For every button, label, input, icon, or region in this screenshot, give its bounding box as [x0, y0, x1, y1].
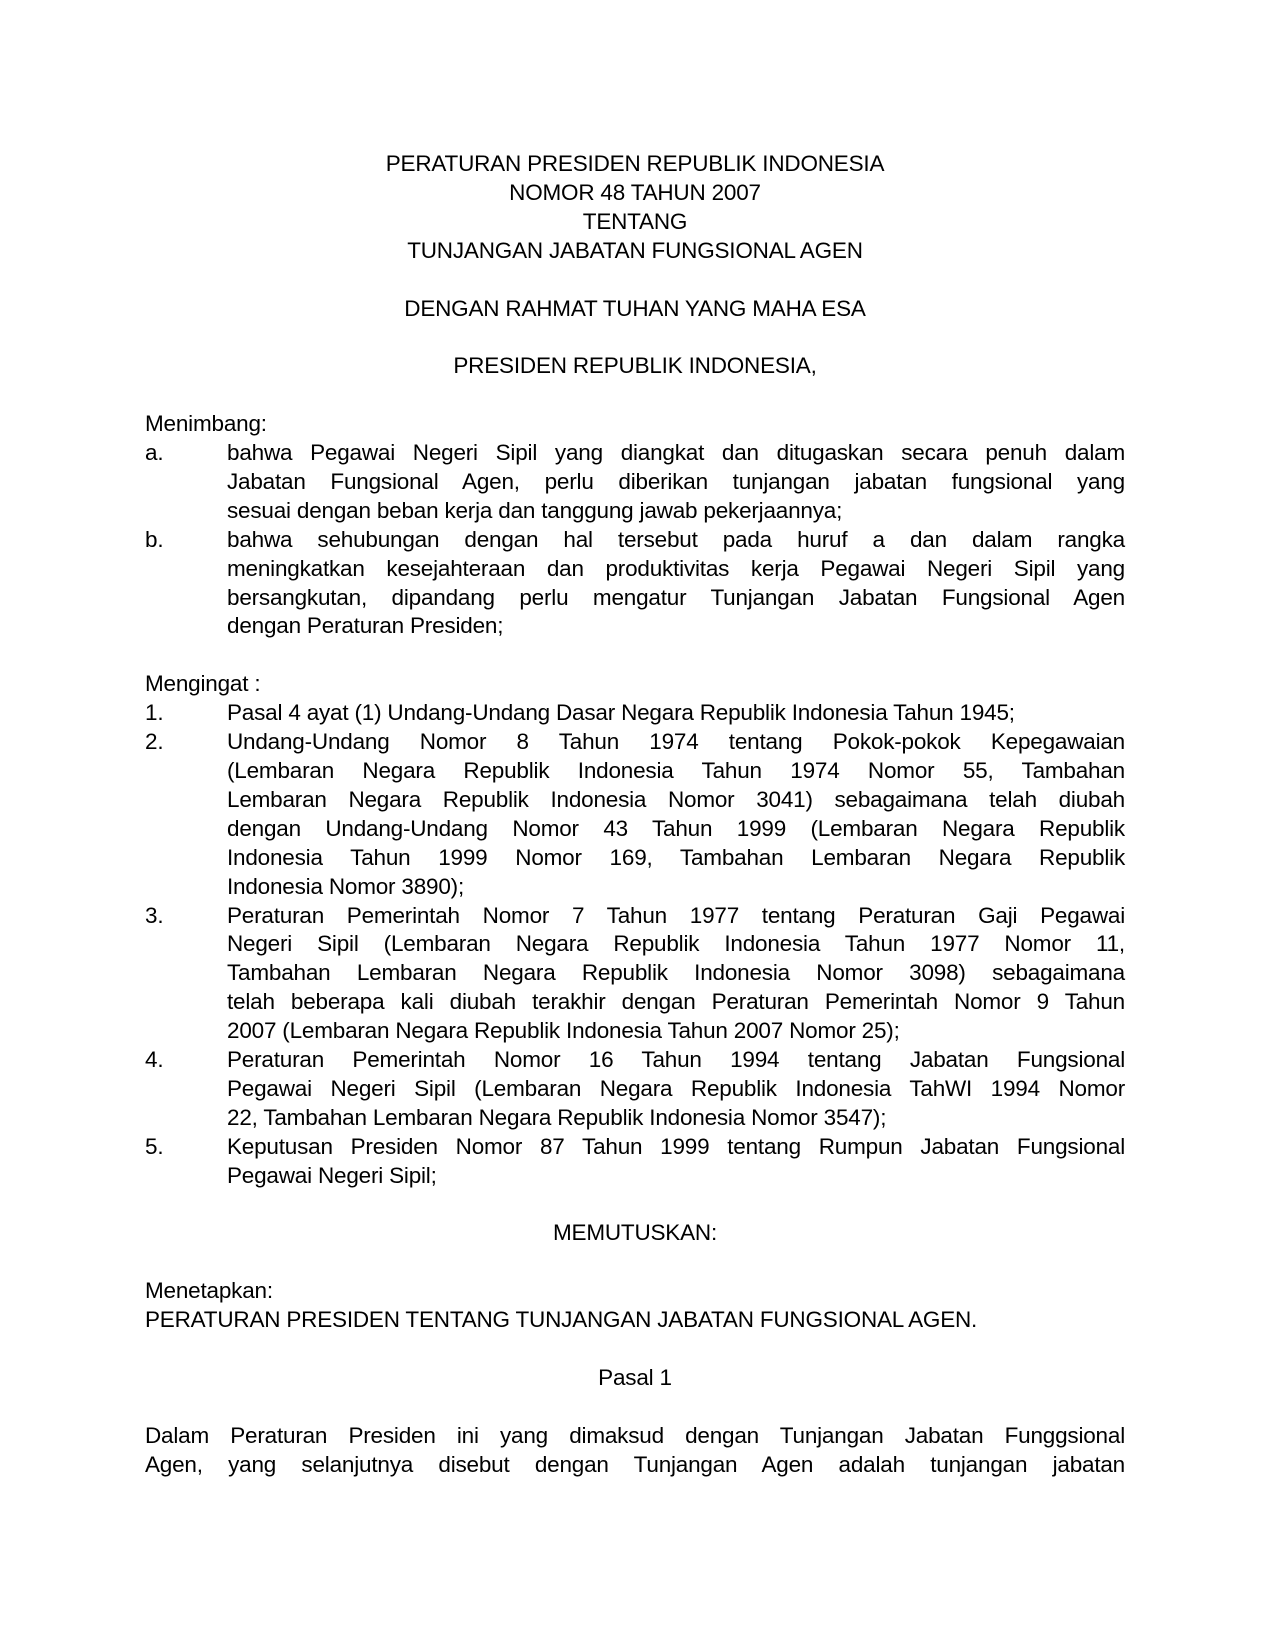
doc-subject-line: TUNJANGAN JABATAN FUNGSIONAL AGEN: [407, 237, 863, 263]
list-item-line: 2007 (Lembaran Negara Republik Indonesia Tahun 2007 Nomor 25);: [227, 1018, 900, 1044]
list-item-line: meningkatkan kesejahteraan dan produktivitas kerja Pegawai Negeri Sipil yang: [227, 555, 1125, 581]
article-line: Agen, yang selanjutnya disebut dengan Tunjangan Agen adalah tunjangan jabatan: [145, 1451, 1125, 1477]
spacer: [145, 1248, 1125, 1277]
authority-line: PRESIDEN REPUBLIK INDONESIA,: [453, 353, 817, 379]
list-item-line: sesuai dengan beban kerja dan tanggung jawab pekerjaannya;: [227, 497, 843, 523]
considering-label: Menimbang:: [145, 411, 267, 437]
doc-number-line: NOMOR 48 TAHUN 2007: [509, 179, 761, 205]
spacer: [145, 323, 1125, 352]
list-item-line: Keputusan Presiden Nomor 87 Tahun 1999 tentang Rumpun Jabatan Fungsional: [227, 1133, 1125, 1159]
list-item-marker: 2.: [145, 729, 164, 755]
enacting-text: PERATURAN PRESIDEN TENTANG TUNJANGAN JABATAN FUNGSIONAL AGEN.: [145, 1307, 978, 1333]
list-item-marker: b.: [145, 526, 164, 552]
list-item-line: Indonesia Tahun 1999 Nomor 169, Tambahan Lembaran Negara Republik: [227, 844, 1125, 870]
spacer: [145, 1191, 1125, 1220]
list-item-line: dengan Peraturan Presiden;: [227, 613, 504, 639]
list-item-line: Pegawai Negeri Sipil;: [227, 1162, 437, 1188]
list-item-marker: 1.: [145, 700, 164, 726]
list-item-line: Negeri Sipil (Lembaran Negara Republik Indonesia Tahun 1977 Nomor 11,: [227, 931, 1125, 957]
list-item: [145, 439, 1125, 526]
list-item-line: bersangkutan, dipandang perlu mengatur Tunjangan Jabatan Fungsional Agen: [227, 584, 1125, 610]
list-item-line: Tambahan Lembaran Negara Republik Indonesia Nomor 3098) sebagaimana: [227, 960, 1125, 986]
spacer: [145, 641, 1125, 670]
article-line: Dalam Peraturan Presiden ini yang dimaksud dengan Tunjangan Jabatan Funggsional: [145, 1422, 1125, 1448]
list-item-marker: 4.: [145, 1047, 164, 1073]
list-item-line: (Lembaran Negara Republik Indonesia Tahun 1974 Nomor 55, Tambahan: [227, 757, 1125, 783]
list-item-line: Peraturan Pemerintah Nomor 7 Tahun 1977 tentang Peraturan Gaji Pegawai: [227, 902, 1125, 928]
list-item-line: Peraturan Pemerintah Nomor 16 Tahun 1994 tentang Jabatan Fungsional: [227, 1047, 1125, 1073]
spacer: [145, 266, 1125, 295]
recalling-list: [145, 699, 1125, 1190]
considering-list: [145, 439, 1125, 641]
list-item-line: dengan Undang-Undang Nomor 43 Tahun 1999 (Lembaran Negara Republik: [227, 815, 1125, 841]
invocation-line: DENGAN RAHMAT TUHAN YANG MAHA ESA: [404, 295, 866, 321]
list-item: [145, 728, 1125, 901]
list-item-line: Indonesia Nomor 3890);: [227, 873, 464, 899]
list-item-line: Undang-Undang Nomor 8 Tahun 1974 tentang Pokok-pokok Kepegawaian: [227, 729, 1125, 755]
list-item-line: bahwa Pegawai Negeri Sipil yang diangkat dan ditugaskan secara penuh dalam: [227, 440, 1125, 466]
list-item-line: Jabatan Fungsional Agen, perlu diberikan tunjangan jabatan fungsional yang: [227, 468, 1125, 494]
list-item-line: Pasal 4 ayat (1) Undang-Undang Dasar Negara Republik Indonesia Tahun 1945;: [227, 700, 1015, 726]
enacting-label: Menetapkan:: [145, 1278, 273, 1304]
list-item-marker: 3.: [145, 902, 164, 928]
list-item-marker: a.: [145, 440, 164, 466]
list-item-line: bahwa sehubungan dengan hal tersebut pada huruf a dan dalam rangka: [227, 526, 1125, 552]
list-item-line: Lembaran Negara Republik Indonesia Nomor 3041) sebagaimana telah diubah: [227, 786, 1125, 812]
doc-tentang-line: TENTANG: [582, 208, 688, 234]
list-item-line: telah beberapa kali diubah terakhir dengan Peraturan Pemerintah Nomor 9 Tahun: [227, 989, 1125, 1015]
list-item: [145, 902, 1125, 1047]
list-item-line: Pegawai Negeri Sipil (Lembaran Negara Republik Indonesia TahWI 1994 Nomor: [227, 1075, 1125, 1101]
list-item-marker: 5.: [145, 1133, 164, 1159]
recalling-label: Mengingat :: [145, 671, 261, 697]
spacer: [145, 1335, 1125, 1364]
article-body: [145, 1422, 1125, 1480]
list-item-line: 22, Tambahan Lembaran Negara Republik Indonesia Nomor 3547);: [227, 1104, 887, 1130]
list-item: [145, 526, 1125, 642]
spacer: [145, 1393, 1125, 1422]
list-item: [145, 1046, 1125, 1133]
spacer: [145, 381, 1125, 410]
doc-title-line: PERATURAN PRESIDEN REPUBLIK INDONESIA: [385, 151, 885, 176]
article-heading: Pasal 1: [598, 1364, 672, 1390]
decision-heading: MEMUTUSKAN:: [552, 1220, 718, 1246]
list-item: [145, 699, 1125, 728]
list-item: [145, 1133, 1125, 1191]
